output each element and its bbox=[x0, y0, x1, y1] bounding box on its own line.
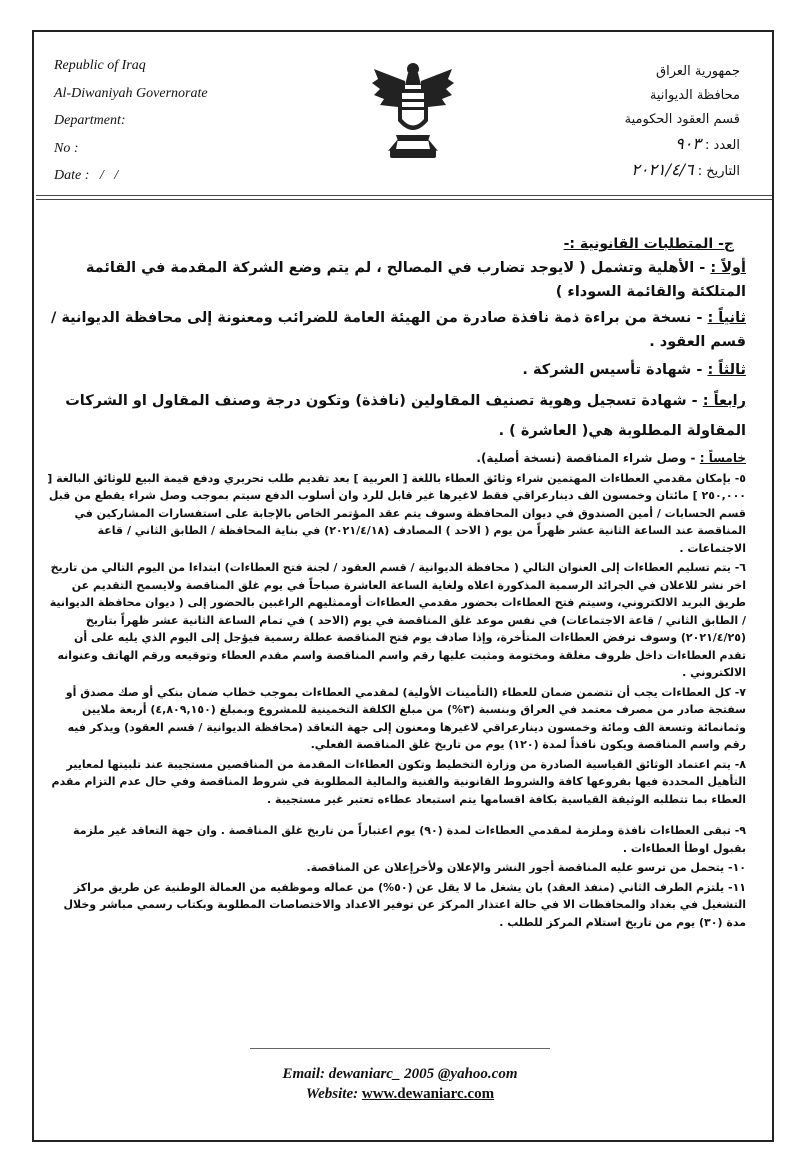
header-governorate-en: Al-Diwaniyah Governorate bbox=[54, 85, 208, 101]
header-number-row bbox=[520, 132, 740, 158]
header-date-value: ٢٠٢١/٤/٦ bbox=[631, 160, 694, 179]
requirement-text: - شهادة تسجيل وهوية تصنيف المقاولين (نافذة) وتكون درجة وصنف المقاول او الشركات المقاولة المطلوبة هي( العاشرة ) . bbox=[65, 393, 746, 439]
footer-divider bbox=[250, 1048, 550, 1049]
footer-email-row bbox=[0, 1064, 800, 1084]
document-body bbox=[46, 236, 746, 933]
clause-6: ٦- يتم تسليم العطاءات إلى العنوان التالي ( محافظة الديوانية / قسم العقود / لجنة فتح العطاءات) ابتداءا من اليوم التالي من تاريخ اخر نشر للاعلان في الجرائد الرسمية المذكورة اعلاه ولغاية الساعة العاشرة صباحاً في يوم غلق المناقصة ولايسمح التقديم عن طريق البريد الالكتروني، وسيتم فتح العطاءات بحضور مقدمي العطاءات أوممثليهم الراغبين بالحضور إلى ( ديوان محافظة الديوانية / الطابق الثاني / قاعة الاجتماعات) في نفس موعد غلق المناقصة في يوم (الاحد ) في تمام الساعة الثانية عشر ظهراً بتاريخ (٢٠٢١/٤/٢٥) وسوف ترفض العطاءات المتأخرة، وإذا صادف يوم فتح المناقصة عطلة رسمية فيؤجل إلى اليوم الذي يليه على أن تقدم العطاءات داخل ظروف مغلقة ومختومة ومثبت عليها رقم واسم المناقصة واسم مقدم العطاء وتوقيعه ورقم الهاتف وعنوانه الالكتروني . bbox=[49, 561, 746, 679]
header-english bbox=[54, 52, 208, 190]
requirement-text: - شهادة تأسيس الشركة . bbox=[522, 362, 703, 378]
clause-10: ١٠- يتحمل من ترسو عليه المناقصة أجور النشر والإعلان ولأخرإعلان عن المناقصة. bbox=[306, 861, 746, 874]
header-no-en: No : bbox=[54, 140, 79, 156]
header-date-label: التاريخ : bbox=[697, 164, 740, 179]
footer-contact bbox=[0, 1064, 800, 1104]
clause-7: ٧- كل العطاءات يجب أن تتضمن ضمان للعطاء (التأمينات الأولية) لمقدمي العطاءات بموجب خطاب ضمان بنكي أو صك مصدق أو سفتجة صادر من مصرف معتمد في العراق وبنسبة (٣%) من مبلغ الكلفة التخمينية للمشروع وبمبلغ (٤,٨٠٩,١٥٠) أربعة ملايين وثمانمائة وتسعة الف ومائة وخمسون دينارعراقي لاغيرها ومعنون إلى جهة التعاقد (محافظة الديوانية / قسم العقود) ويذكر فيه رقم واسم المناقصة ويكون نافذاً لمدة (١٢٠) يوم من تاريخ غلق المناقصة الفعلي. bbox=[65, 685, 746, 751]
footer-email-link[interactable]: dewaniarc_ 2005 @yahoo.com bbox=[328, 1066, 518, 1082]
header-country-ar: جمهورية العراق bbox=[656, 64, 740, 79]
clause-5: ٥- بإمكان مقدمي العطاءات المهتمين شراء وثائق العطاء باللغة [ العربية ] بعد تقديم طلب تحريري ودفع قيمة البيع للوثائق البالغة [ ٢٥٠,٠٠٠ ] مائتان وخمسون الف دينارعراقي فقط لاغيرها غير قابل للرد وان أسلوب الدفع سيتم بموجب وصل شراء يقطع من قبل قسم الحسابات / أمين الصندوق في ديوان المحافظة وسوف يتم عقد المؤتمر الخاص بالإجابة على استفسارات المشاركين في المناقصة عند الساعة الثانية عشر ظهراً من يوم ( الاحد ) المصادف (٢٠٢١/٤/١٨) في بناية المحافظة / الطابق الثاني / قاعة الاجتماعات . bbox=[47, 471, 746, 555]
requirement-label: ثانياً : bbox=[707, 310, 746, 326]
header-department-ar: قسم العقود الحكومية bbox=[624, 112, 740, 127]
header-arabic bbox=[520, 60, 740, 184]
requirement-label: ثالثاً : bbox=[707, 362, 746, 378]
requirement-1 bbox=[46, 256, 746, 304]
requirement-label: أولاً : bbox=[710, 260, 746, 276]
header-date-en: Date : / / bbox=[54, 168, 119, 183]
header-divider-top bbox=[36, 195, 772, 196]
iraq-eagle-seal-icon bbox=[368, 55, 458, 170]
footer-website-label: Website: bbox=[305, 1086, 359, 1102]
footer-email-label: Email: bbox=[282, 1066, 326, 1082]
clause-9: ٩- تبقى العطاءات نافذة وملزمة لمقدمي العطاءات لمدة (٩٠) يوم اعتباراً من تاريخ غلق المناقصة . وان جهة التعاقد غير ملزمة بقبول اوطأ العطاءات . bbox=[73, 824, 746, 855]
requirement-text: - الأهلية وتشمل ( لايوجد تضارب في المصالح ، لم يتم وضع الشركة المقدمة في القائمة المتلكئة والقائمة السوداء ) bbox=[85, 260, 746, 300]
section-title: ج- المتطلبات القانونية :- bbox=[563, 236, 734, 252]
header-governorate-ar: محافظة الديوانية bbox=[649, 88, 740, 103]
footer-website-link[interactable]: www.dewaniarc.com bbox=[361, 1086, 495, 1102]
clause-8: ٨- يتم اعتماد الوثائق القياسية الصادرة من وزارة التخطيط وتكون العطاءات المقدمة من المناقصين مستجيبة عند تلبيتها لمعايير التأهيل المحددة فيها بفروعها كافة والشروط القانونية والفنية والمالية المطلوبة في شروط المناقصة وفي حال عدم التزام مقدم العطاء بما تتطلبه الوثيقة القياسية بكافة اقسامها يتم استبعاد عطاءه تعتبر غير مستجيبة . bbox=[51, 757, 746, 806]
clause-11: ١١- يلتزم الطرف الثاني (منفذ العقد) بان يشغل ما لا يقل عن (٥٠%) من عماله وموظفيه من العمالة الوطنية عن طريق مراكز التشغيل في بغداد والمحافظات الا في حالة اعتذار المركز عن توفير الاعداد والاختصاصات المطلوبة وبكتاب رسمي مباشر وخلال مدة (٣٠) يوم من تاريخ استلام المركز للطلب . bbox=[63, 880, 746, 929]
header-department-en: Department: bbox=[54, 113, 126, 128]
footer-website-row bbox=[0, 1084, 800, 1104]
header-divider-bottom bbox=[36, 199, 772, 200]
requirement-2 bbox=[46, 306, 746, 354]
requirement-text: - نسخة من براءة ذمة نافذة صادرة من الهيئة العامة للضرائب ومعنونة إلى محافظة الديوانية / قسم العقود . bbox=[51, 310, 746, 350]
requirement-label: رابعاً : bbox=[702, 393, 746, 409]
requirement-5 bbox=[46, 450, 746, 468]
requirement-text: - وصل شراء المناقصة (نسخة أصلية). bbox=[476, 451, 696, 465]
requirement-4 bbox=[46, 386, 746, 446]
header-number-label: العدد : bbox=[705, 138, 740, 153]
header-number-value: ٩٠٣ bbox=[675, 134, 701, 153]
requirement-label: خامساً : bbox=[699, 451, 746, 465]
header-country-en: Republic of Iraq bbox=[54, 58, 146, 73]
header-date-row bbox=[520, 158, 740, 184]
requirement-3 bbox=[46, 358, 746, 382]
